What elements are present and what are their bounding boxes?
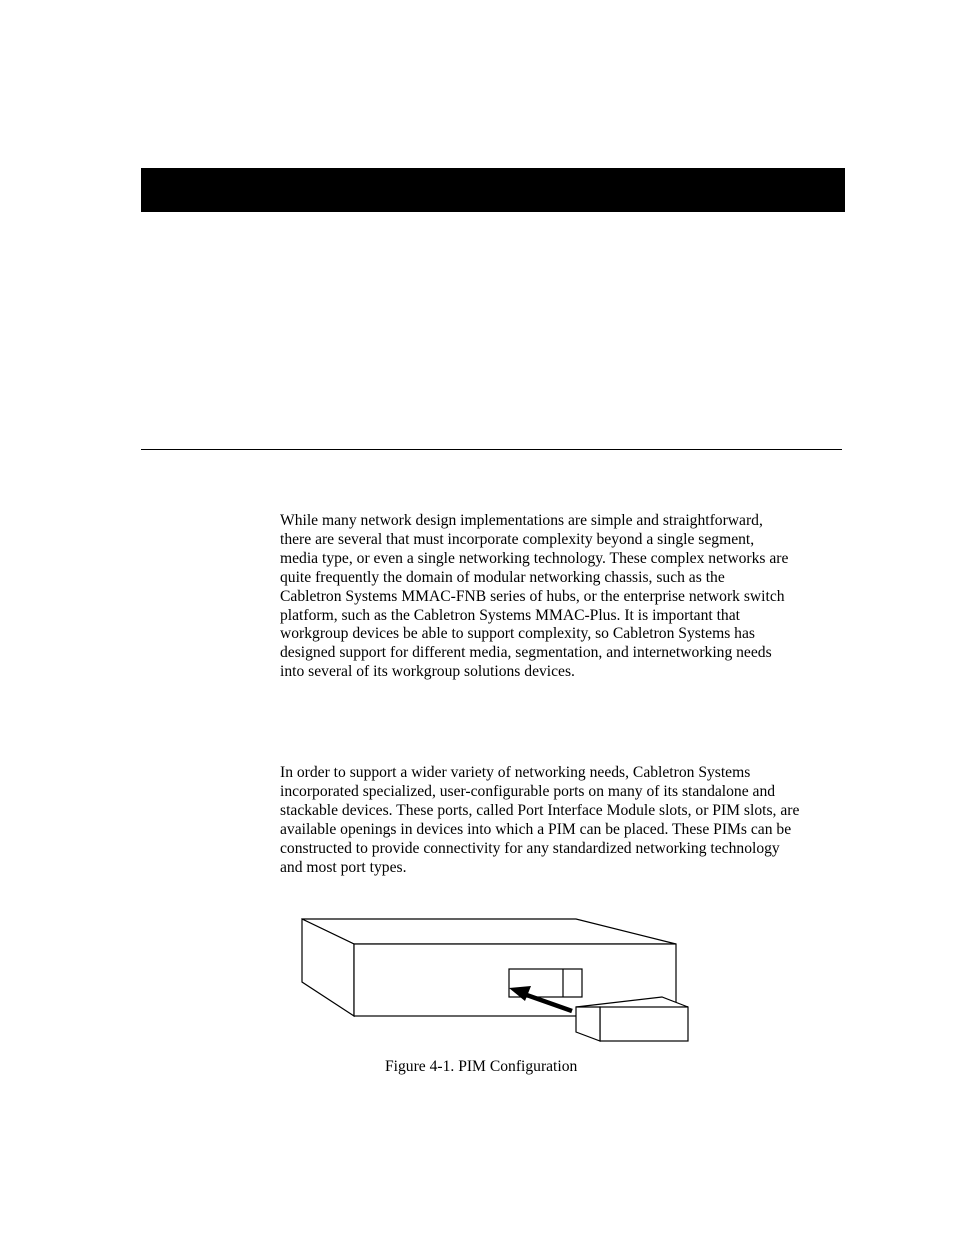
paragraph-line: there are several that must incorporate complexity beyond a single segment, <box>280 530 755 548</box>
intro-paragraph <box>280 512 842 682</box>
paragraph-line: media type, or even a single networking technology. These complex networks are <box>280 549 789 567</box>
paragraph-line: workgroup devices be able to support complexity, so Cabletron Systems has <box>280 625 755 643</box>
paragraph-line: designed support for different media, segmentation, and internetworking needs <box>280 644 772 662</box>
paragraph-line: While many network design implementations are simple and straightforward, <box>280 512 763 529</box>
paragraph-line: incorporated specialized, user-configurable ports on many of its standalone and <box>280 782 776 800</box>
figure-caption: Figure 4-1. PIM Configuration <box>385 1058 578 1075</box>
pim-module-front <box>600 1007 688 1041</box>
chapter-header-bar <box>141 168 845 212</box>
pim-module-side <box>576 1007 600 1041</box>
paragraph-line: into several of its workgroup solutions devices. <box>280 663 575 681</box>
pim-configuration-figure <box>298 914 692 1045</box>
section-divider <box>141 449 842 450</box>
paragraph-line: platform, such as the Cabletron Systems MMAC-Plus. It is important that <box>280 606 740 624</box>
paragraph-line: Cabletron Systems MMAC-FNB series of hubs, or the enterprise network switch <box>280 587 785 605</box>
pim-paragraph <box>280 764 842 877</box>
paragraph-line: stackable devices. These ports, called Port Interface Module slots, or PIM slots, are <box>280 801 800 819</box>
paragraph-line: quite frequently the domain of modular networking chassis, such as the <box>280 568 725 586</box>
paragraph-line: constructed to provide connectivity for any standardized networking technology <box>280 839 780 857</box>
chassis-top-face <box>302 919 676 944</box>
paragraph-line: In order to support a wider variety of networking needs, Cabletron Systems <box>280 764 751 781</box>
paragraph-line: available openings in devices into which a PIM can be placed. These PIMs can be <box>280 820 792 838</box>
paragraph-line: and most port types. <box>280 858 407 876</box>
